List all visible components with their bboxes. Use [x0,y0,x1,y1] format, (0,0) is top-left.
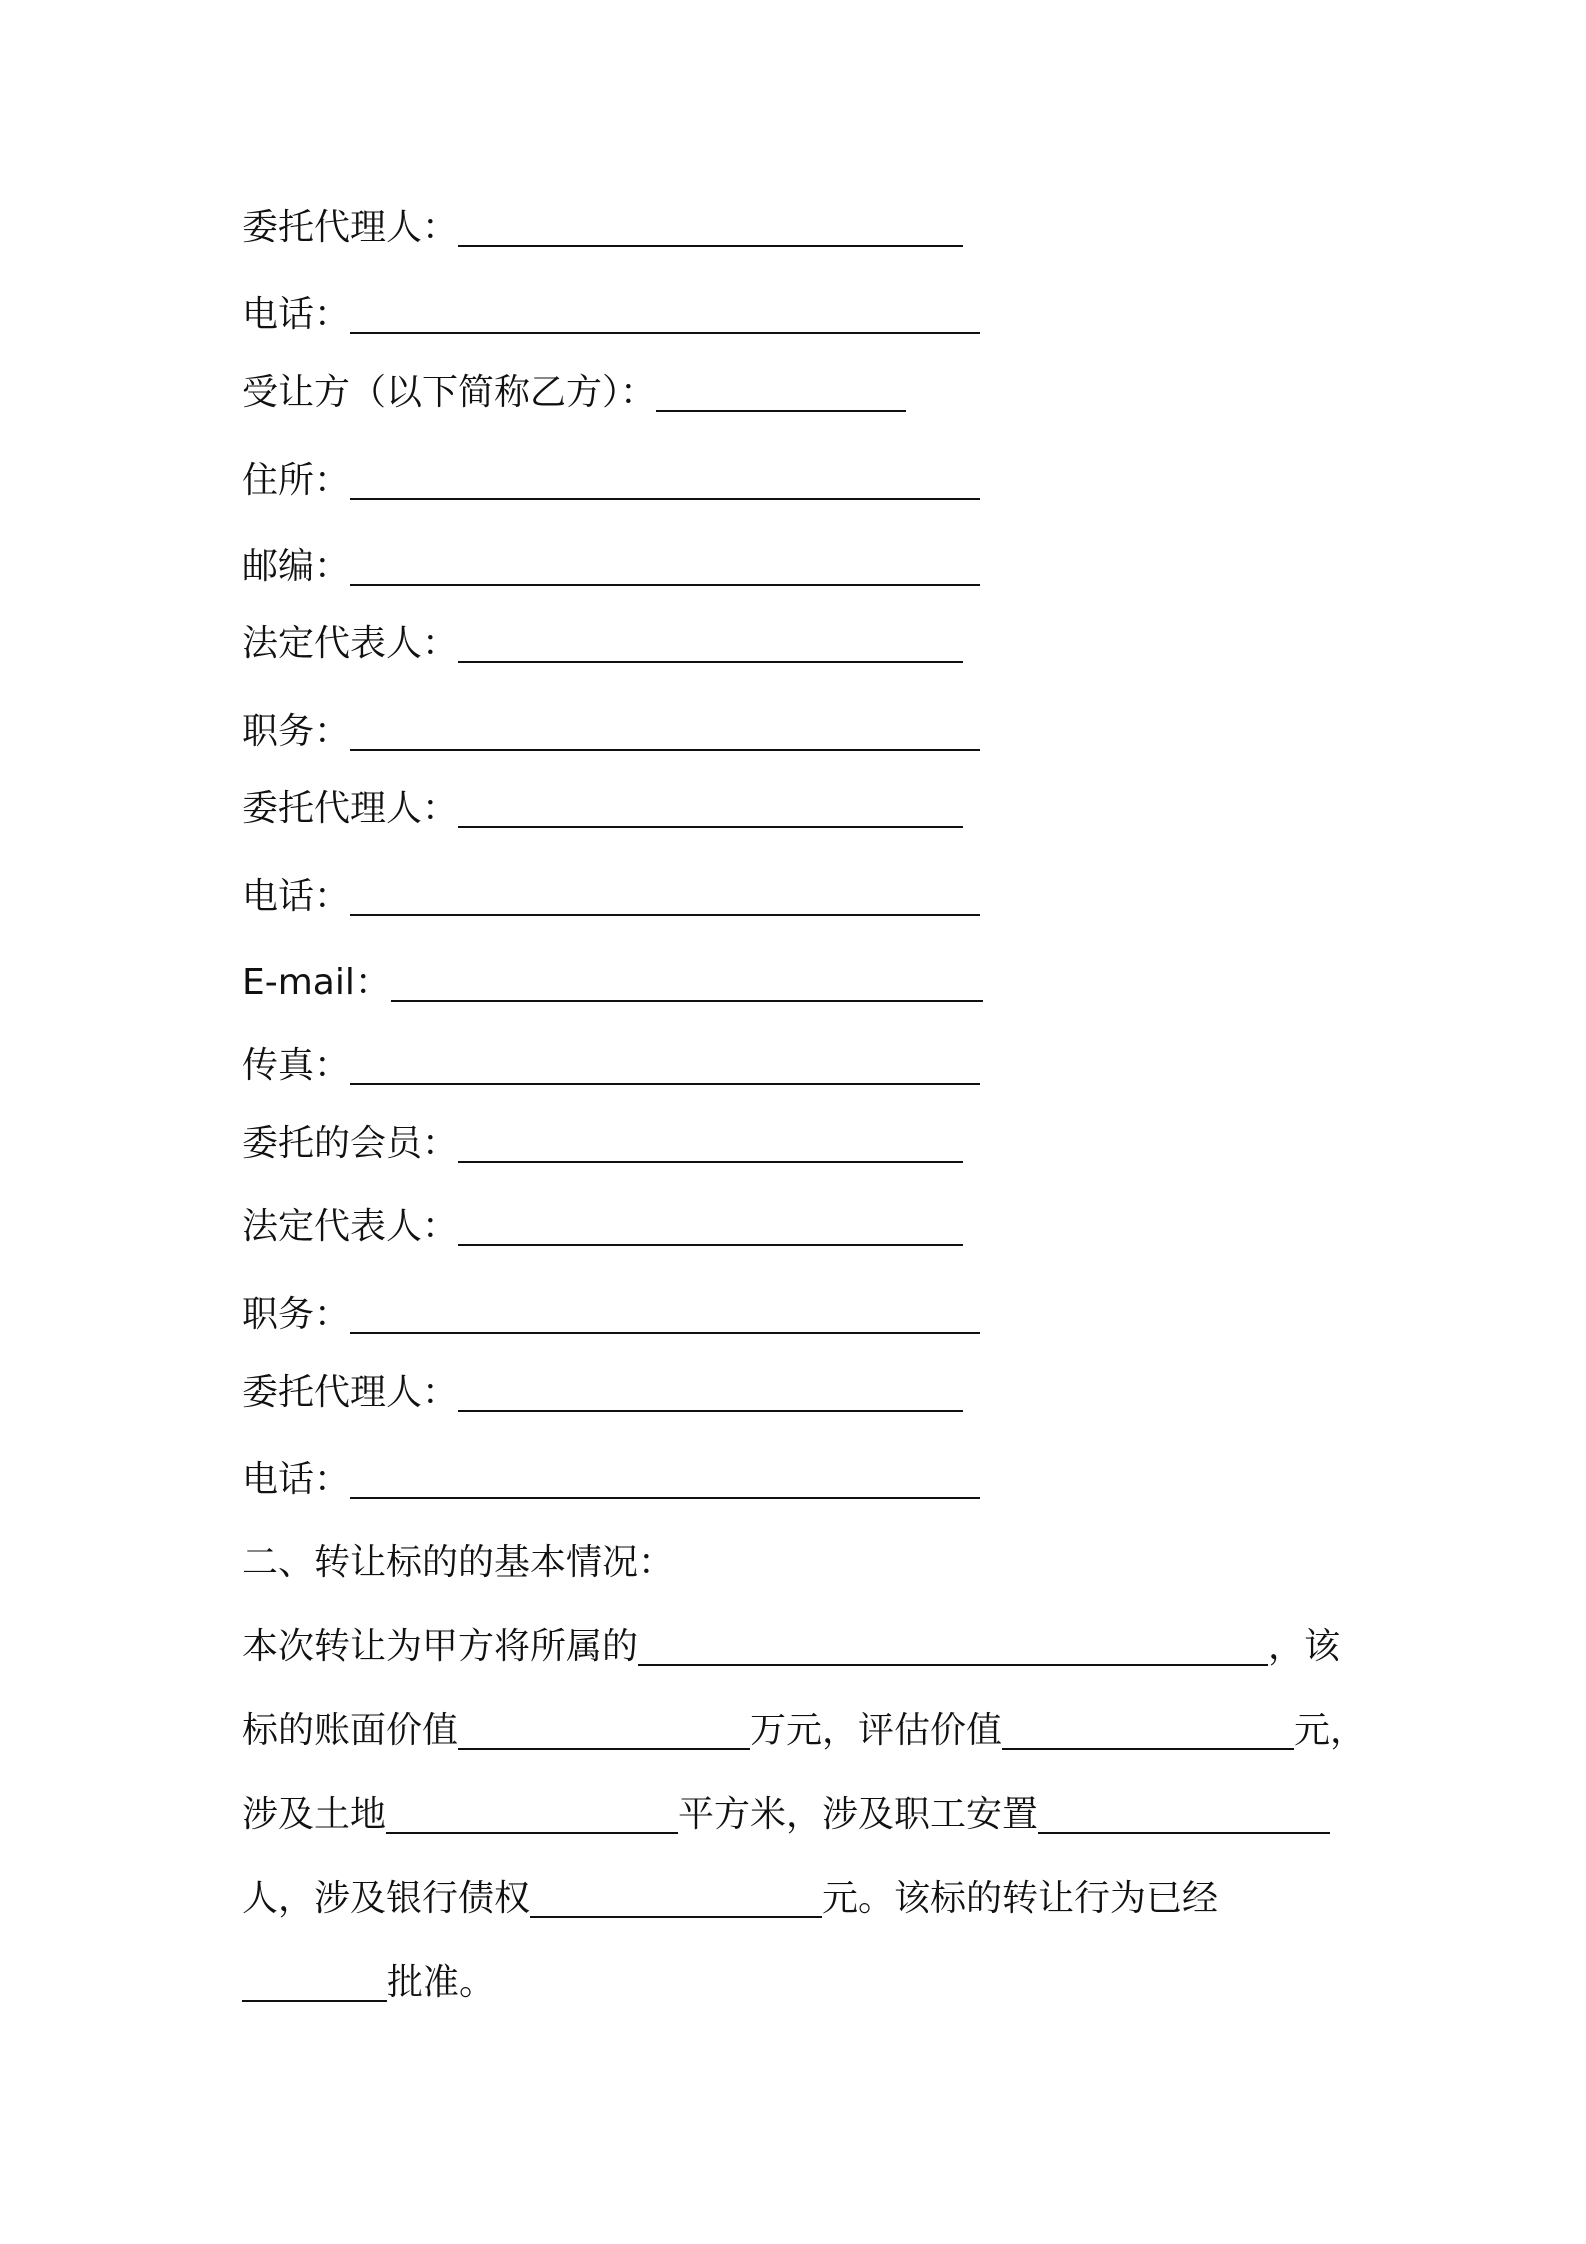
fill-blank[interactable] [391,966,983,1002]
fill-blank[interactable] [656,376,906,412]
fill-blank[interactable] [386,1798,678,1834]
form-field-position-2 [242,1292,980,1338]
fill-blank[interactable] [350,715,980,751]
fill-blank[interactable] [1002,1714,1294,1750]
field-label: 邮编： [242,546,351,587]
fill-blank[interactable] [350,464,980,500]
paragraph-text: 元。该标的转让行为已经 [822,1878,1219,1919]
fill-blank[interactable] [350,298,980,334]
fill-blank[interactable] [458,211,963,247]
fill-blank[interactable] [350,1463,980,1499]
section-heading [242,1540,674,1586]
section-heading-text: 二、转让标的的基本情况： [242,1542,675,1583]
fill-blank[interactable] [458,1127,963,1163]
paragraph-line-4 [242,1876,1218,1922]
fill-blank[interactable] [350,550,980,586]
fill-blank[interactable] [1038,1798,1330,1834]
field-label: 电话： [242,1459,351,1500]
paragraph-text: ，该 [1268,1626,1341,1667]
field-label: 法定代表人： [242,1206,459,1247]
field-label: 住所： [242,460,351,501]
form-field-member [242,1121,963,1167]
fill-blank[interactable] [458,1714,750,1750]
paragraph-line-1 [242,1624,1340,1670]
field-label: E-mail： [242,962,391,1003]
paragraph-line-3 [242,1792,1330,1838]
field-label: 电话： [242,294,351,335]
paragraph-text: 涉及土地 [242,1794,387,1835]
paragraph-line-2 [242,1708,1366,1754]
form-field-postcode [242,544,980,590]
field-label: 职务： [242,1294,351,1335]
form-field-agent-1 [242,205,963,251]
paragraph-text: 人，涉及银行债权 [242,1878,531,1919]
form-field-fax [242,1043,980,1089]
form-field-phone-2 [242,874,980,920]
paragraph-text: 本次转让为甲方将所属的 [242,1626,639,1667]
fill-blank[interactable] [350,1298,980,1334]
field-label: 委托的会员： [242,1123,459,1164]
field-label: 委托代理人： [242,788,459,829]
form-field-agent-2 [242,786,963,832]
fill-blank[interactable] [242,1966,387,2002]
paragraph-text: 平方米，涉及职工安置 [678,1794,1039,1835]
fill-blank[interactable] [350,1049,980,1085]
field-label: 电话： [242,876,351,917]
paragraph-text: 批准。 [387,1962,496,2003]
fill-blank[interactable] [458,1376,963,1412]
form-field-email [242,960,983,1006]
fill-blank[interactable] [350,880,980,916]
field-label: 委托代理人： [242,207,459,248]
field-label: 受让方（以下简称乙方）： [242,372,657,413]
form-field-legal-rep-2 [242,1204,963,1250]
paragraph-text: 万元，评估价值 [750,1710,1003,1751]
field-label: 职务： [242,711,351,752]
field-label: 传真： [242,1045,351,1086]
fill-blank[interactable] [458,627,963,663]
form-field-agent-3 [242,1370,963,1416]
form-field-address [242,458,980,504]
field-label: 委托代理人： [242,1372,459,1413]
form-field-position-1 [242,709,980,755]
fill-blank[interactable] [458,792,963,828]
form-field-legal-rep-1 [242,621,963,667]
form-field-transferee [242,370,906,416]
form-field-phone-3 [242,1457,980,1503]
paragraph-line-5 [242,1960,495,2006]
paragraph-text: 标的账面价值 [242,1710,459,1751]
form-field-phone-1 [242,292,980,338]
fill-blank[interactable] [458,1210,963,1246]
fill-blank[interactable] [638,1630,1268,1666]
paragraph-text: 元， [1294,1710,1367,1751]
fill-blank[interactable] [530,1882,822,1918]
field-label: 法定代表人： [242,623,459,664]
